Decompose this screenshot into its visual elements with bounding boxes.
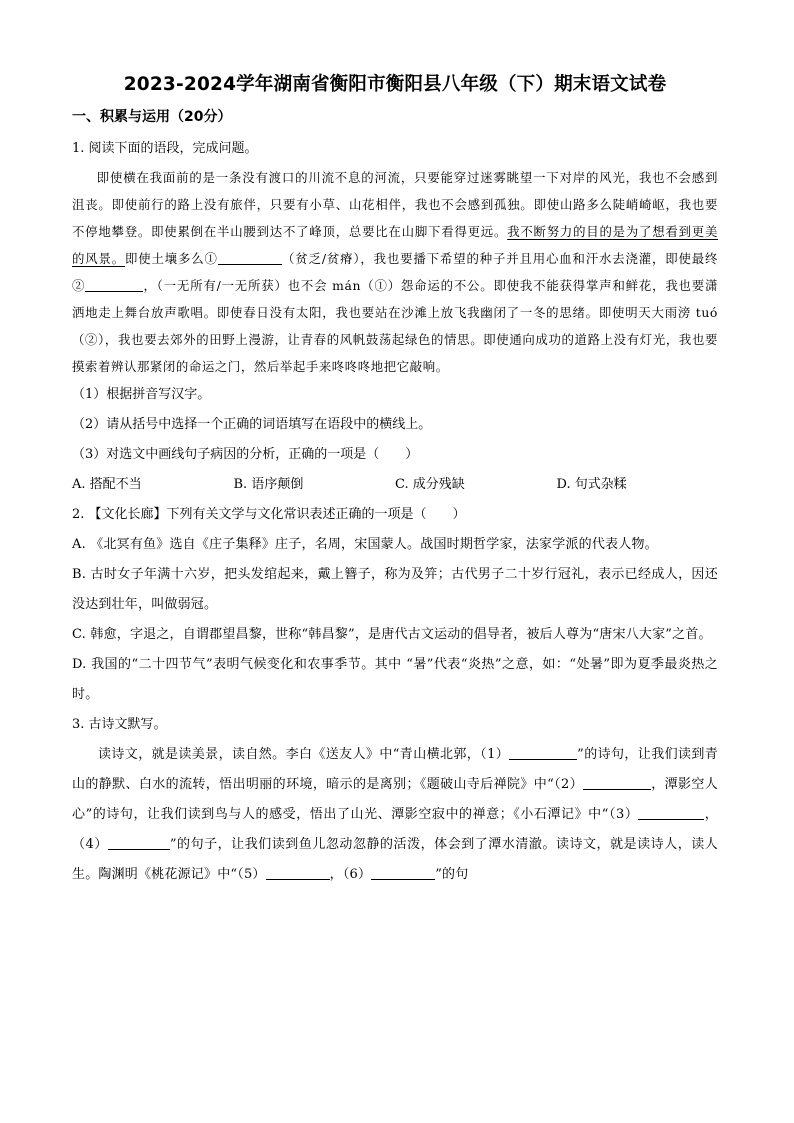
question-stem: 1. 阅读下面的语段，完成问题。 <box>72 141 258 156</box>
passage-text: （贫乏/贫瘠），我也要播下希望的种子并且用心血和汗水去浇灌，即使最终② <box>72 251 718 293</box>
option-d[interactable]: D. 我国的“二十四节气”表明气候变化和农事季节。其中 “暑”代表“炎热”之意，如：“处暑”即为夏季最炎热之时。 <box>72 657 718 702</box>
reading-passage <box>72 164 718 380</box>
underlined-sentence: 我不断努力的目的是为了想看到更美的风景。 <box>72 224 718 266</box>
answer-blank[interactable] <box>266 865 330 880</box>
question-stem: 2. 【文化长廊】下列有关文学与文化常识表述正确的一项是（ ） <box>72 507 466 522</box>
paragraph-text: ，（4） <box>72 807 718 852</box>
dictation-paragraph <box>72 740 718 890</box>
option-a[interactable]: A. 搭配不当 <box>72 477 142 492</box>
paragraph-text: ，潭影空人心”的诗句，让我们读到鸟与人的感受，悟出了山光、潭影空寂中的禅意；《小石潭记》中“（3） <box>72 777 718 822</box>
answer-blank[interactable] <box>638 805 704 820</box>
passage-text: 即使土壤多么① <box>125 251 218 266</box>
section-heading: 一、积累与运用（20分） <box>72 109 232 125</box>
answer-options <box>72 470 718 500</box>
option-c[interactable]: C. 成分残缺 <box>395 477 465 492</box>
option-c[interactable]: C. 韩愈，字退之，自谓郡望昌黎，世称“韩昌黎”，是唐代古文运动的倡导者，被后人尊为“唐宋八大家”之首。 <box>72 627 712 642</box>
option-a[interactable]: A. 《北冥有鱼》选自《庄子集释》庄子，名周，宋国蒙人。战国时期哲学家，法家学派的代表人物。 <box>72 537 658 552</box>
page-title: 2023-2024学年湖南省衡阳市衡阳县八年级（下）期末语文试卷 <box>123 74 667 95</box>
sub-question: （1）根据拼音写汉字。 <box>72 387 211 402</box>
paragraph-text: ”的句 <box>435 867 469 882</box>
answer-blank[interactable] <box>85 277 143 292</box>
sub-question: （3）对选文中画线句子病因的分析，正确的一项是（ ） <box>72 447 419 462</box>
paragraph-text: ”的诗句，让我们读到青山的静默、白水的流转，悟出明丽的环境，暗示的是离别；《题破山寺后禅院》中“（2） <box>72 747 718 792</box>
passage-text: 即使横在我面前的是一条没有渡口的川流不息的河流，只要能穿过迷雾眺望一下对岸的风光，我也不会感到沮丧。即使前行的路上没有旅伴，只要有小草、山花相伴，我也不会感到孤独。即使山路多么陡峭崎岖，我也要不停地攀登。即使累倒在半山腰到达不了峰顶，总要比在山脚下看得更远。 <box>72 170 718 239</box>
option-b[interactable]: B. 语序颠倒 <box>233 477 304 492</box>
answer-blank[interactable] <box>108 835 170 850</box>
answer-blank[interactable] <box>583 775 651 790</box>
question-2 <box>72 500 718 710</box>
option-d[interactable]: D. 句式杂糅 <box>556 477 627 492</box>
question-1 <box>72 134 718 500</box>
answer-blank[interactable] <box>218 250 282 265</box>
paragraph-text: ，（6） <box>329 867 372 882</box>
passage-text: ，（一无所有/一无所获）也不会 mán（①）怨命运的不公。即使我不能获得掌声和鲜花，我也要潇洒地走上舞台放声歌唱。即使春日没有太阳，我也要站在沙滩上放飞我幽闭了一冬的思绪。即使明天大雨滂 tuó（②），我也要去郊外的田野上漫游，让青春的风帆鼓荡起绿色的情思。即使通向成功的道路上没有灯光，我也要摸索着辨认那紧闭的命运之门，然后举起手来咚咚咚地把它敲响。 <box>72 278 718 374</box>
answer-blank[interactable] <box>509 745 577 760</box>
answer-blank[interactable] <box>371 865 435 880</box>
question-3 <box>72 710 718 890</box>
paragraph-text: 读诗文，就是读美景，读自然。李白《送友人》中“青山横北郭，（1） <box>98 747 510 762</box>
paragraph-text: ”的句子，让我们读到鱼儿忽动忽静的活泼，体会到了潭水清澈。读诗文，就是读诗人，读人生。陶渊明《桃花源记》中“（5） <box>72 837 718 882</box>
sub-question: （2）请从括号中选择一个正确的词语填写在语段中的横线上。 <box>72 417 432 432</box>
question-stem: 3. 古诗文默写。 <box>72 717 167 732</box>
option-b[interactable]: B. 古时女子年满十六岁，把头发绾起来，戴上簪子，称为及笄；古代男子二十岁行冠礼，表示已经成人，因还没达到壮年，叫做弱冠。 <box>72 567 718 612</box>
